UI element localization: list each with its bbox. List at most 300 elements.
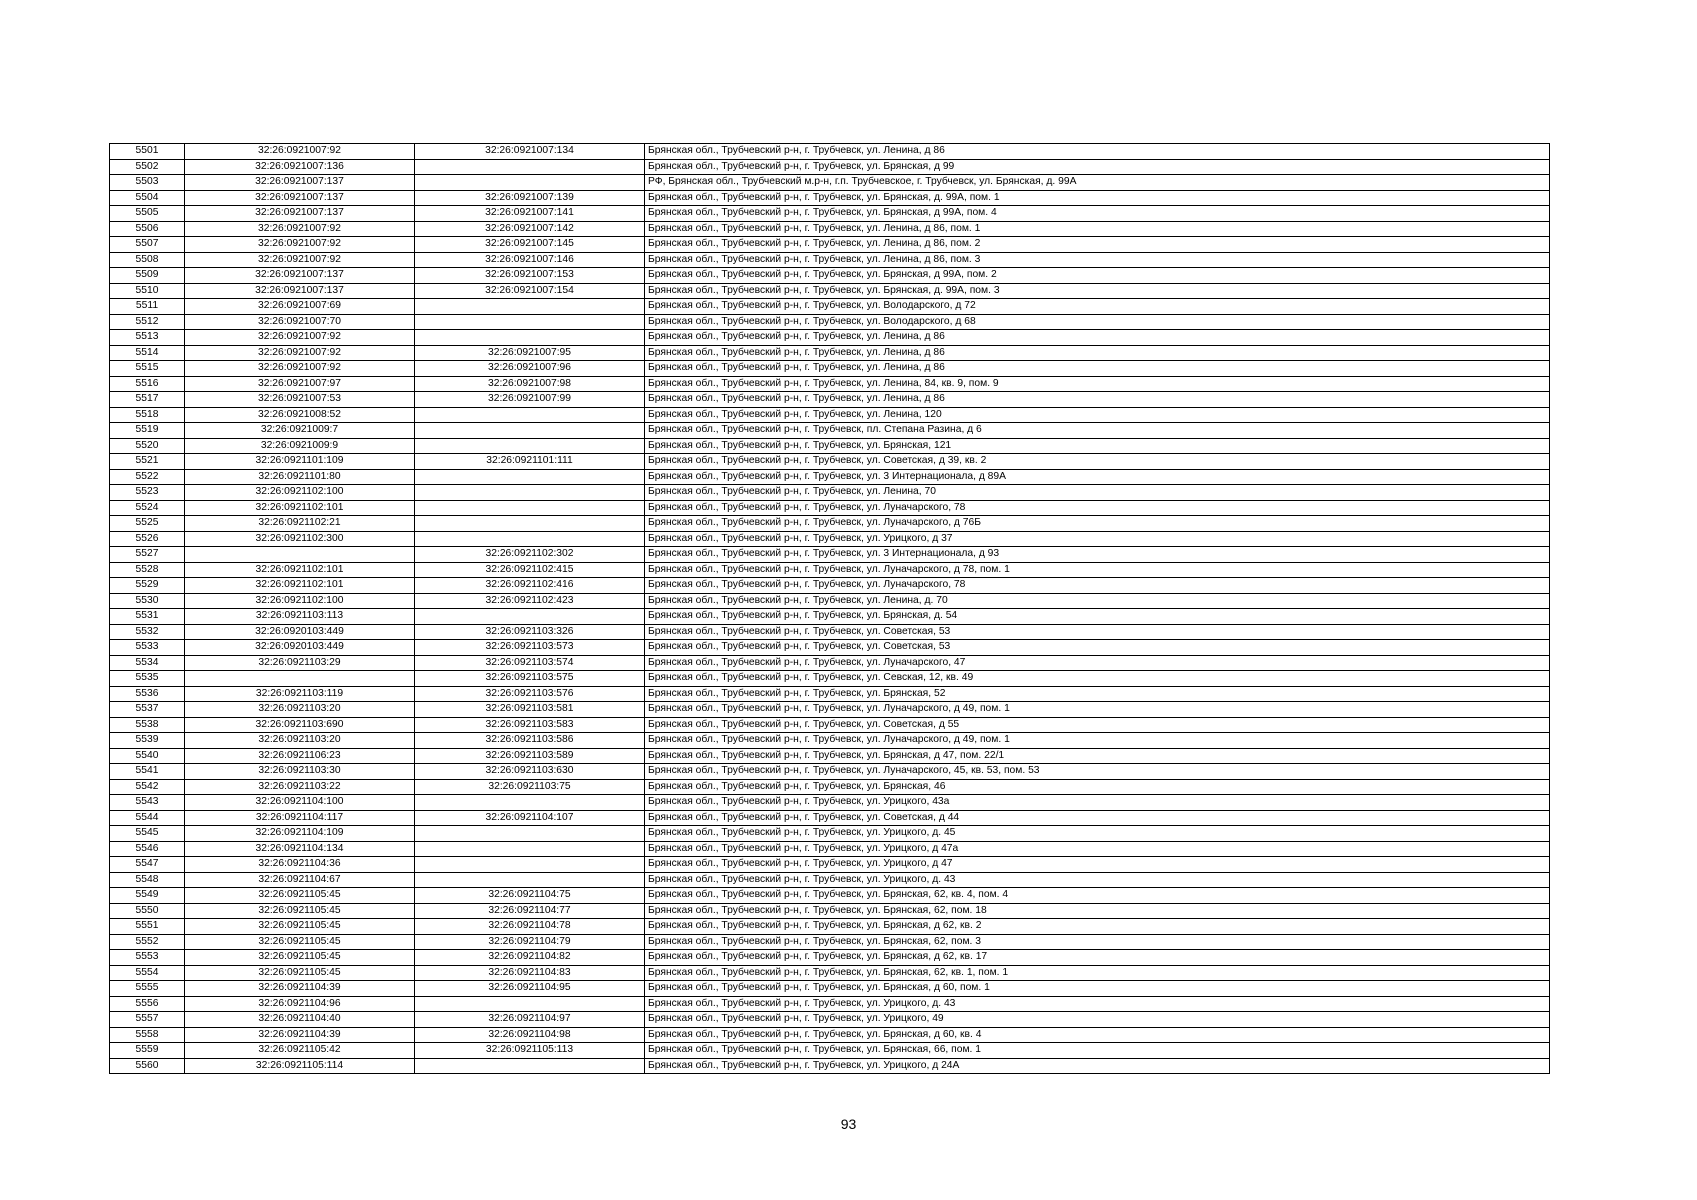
address-cell: Брянская обл., Трубчевский р-н, г. Трубчевск, ул. Ленина, д 86, пом. 1 xyxy=(645,221,1550,237)
address-cell: Брянская обл., Трубчевский р-н, г. Трубчевск, ул. Брянская, д 62, кв. 17 xyxy=(645,950,1550,966)
object-number-cell: 32:26:0921104:78 xyxy=(415,919,645,935)
address-cell: Брянская обл., Трубчевский р-н, г. Трубчевск, ул. Брянская, д. 99А, пом. 3 xyxy=(645,283,1550,299)
object-number-cell: 32:26:0921007:99 xyxy=(415,392,645,408)
object-number-cell: 32:26:0921007:145 xyxy=(415,237,645,253)
object-number-cell: 32:26:0921102:302 xyxy=(415,547,645,563)
address-cell: Брянская обл., Трубчевский р-н, г. Трубчевск, ул. Луначарского, д 49, пом. 1 xyxy=(645,733,1550,749)
row-number-cell: 5515 xyxy=(110,361,185,377)
parcel-number-cell: 32:26:0921007:137 xyxy=(185,268,415,284)
object-number-cell xyxy=(415,438,645,454)
object-number-cell: 32:26:0921104:79 xyxy=(415,934,645,950)
table-row xyxy=(110,361,1550,377)
table-row xyxy=(110,144,1550,160)
row-number-cell: 5521 xyxy=(110,454,185,470)
row-number-cell: 5507 xyxy=(110,237,185,253)
parcel-number-cell: 32:26:0921102:101 xyxy=(185,562,415,578)
parcel-number-cell: 32:26:0921009:9 xyxy=(185,438,415,454)
address-cell: Брянская обл., Трубчевский р-н, г. Трубчевск, ул. Луначарского, д 78, пом. 1 xyxy=(645,562,1550,578)
row-number-cell: 5557 xyxy=(110,1012,185,1028)
table-row xyxy=(110,314,1550,330)
object-number-cell xyxy=(415,516,645,532)
row-number-cell: 5544 xyxy=(110,810,185,826)
object-number-cell xyxy=(415,299,645,315)
parcel-number-cell: 32:26:0921007:92 xyxy=(185,237,415,253)
row-number-cell: 5541 xyxy=(110,764,185,780)
object-number-cell: 32:26:0921104:107 xyxy=(415,810,645,826)
parcel-number-cell: 32:26:0921103:113 xyxy=(185,609,415,625)
row-number-cell: 5535 xyxy=(110,671,185,687)
row-number-cell: 5542 xyxy=(110,779,185,795)
parcel-number-cell: 32:26:0921007:92 xyxy=(185,221,415,237)
address-cell: Брянская обл., Трубчевский р-н, г. Трубчевск, ул. 3 Интернационала, д 93 xyxy=(645,547,1550,563)
row-number-cell: 5550 xyxy=(110,903,185,919)
parcel-number-cell: 32:26:0921007:92 xyxy=(185,361,415,377)
row-number-cell: 5534 xyxy=(110,655,185,671)
row-number-cell: 5553 xyxy=(110,950,185,966)
row-number-cell: 5528 xyxy=(110,562,185,578)
table-row xyxy=(110,888,1550,904)
table-row xyxy=(110,717,1550,733)
parcel-number-cell: 32:26:0921103:119 xyxy=(185,686,415,702)
object-number-cell: 32:26:0921103:574 xyxy=(415,655,645,671)
parcel-number-cell: 32:26:0921103:29 xyxy=(185,655,415,671)
table-row xyxy=(110,655,1550,671)
address-cell: Брянская обл., Трубчевский р-н, г. Трубчевск, ул. Советская, 53 xyxy=(645,640,1550,656)
parcel-number-cell: 32:26:0921104:134 xyxy=(185,841,415,857)
table-row xyxy=(110,345,1550,361)
parcel-number-cell: 32:26:0921007:137 xyxy=(185,190,415,206)
address-cell: Брянская обл., Трубчевский р-н, г. Трубчевск, ул. Луначарского, 45, кв. 53, пом. 53 xyxy=(645,764,1550,780)
address-cell: Брянская обл., Трубчевский р-н, г. Трубчевск, ул. Брянская, д 99А, пом. 4 xyxy=(645,206,1550,222)
address-cell: Брянская обл., Трубчевский р-н, г. Трубчевск, ул. 3 Интернационала, д 89А xyxy=(645,469,1550,485)
address-cell: Брянская обл., Трубчевский р-н, г. Трубчевск, ул. Брянская, 52 xyxy=(645,686,1550,702)
table-row xyxy=(110,748,1550,764)
parcel-number-cell: 32:26:0921007:92 xyxy=(185,345,415,361)
row-number-cell: 5529 xyxy=(110,578,185,594)
row-number-cell: 5511 xyxy=(110,299,185,315)
object-number-cell: 32:26:0921007:98 xyxy=(415,376,645,392)
object-number-cell: 32:26:0921007:96 xyxy=(415,361,645,377)
parcel-number-cell: 32:26:0921007:136 xyxy=(185,159,415,175)
address-cell: Брянская обл., Трубчевский р-н, г. Трубчевск, ул. Брянская, 46 xyxy=(645,779,1550,795)
parcel-number-cell: 32:26:0921102:21 xyxy=(185,516,415,532)
address-cell: Брянская обл., Трубчевский р-н, г. Трубчевск, ул. Брянская, д 62, кв. 2 xyxy=(645,919,1550,935)
row-number-cell: 5540 xyxy=(110,748,185,764)
table-row xyxy=(110,826,1550,842)
row-number-cell: 5523 xyxy=(110,485,185,501)
parcel-number-cell: 32:26:0921007:97 xyxy=(185,376,415,392)
parcel-number-cell: 32:26:0921105:45 xyxy=(185,903,415,919)
row-number-cell: 5508 xyxy=(110,252,185,268)
address-cell: Брянская обл., Трубчевский р-н, г. Трубчевск, ул. Луначарского, 78 xyxy=(645,578,1550,594)
table-row xyxy=(110,407,1550,423)
address-cell: Брянская обл., Трубчевский р-н, г. Трубчевск, ул. Брянская, 62, пом. 3 xyxy=(645,934,1550,950)
row-number-cell: 5502 xyxy=(110,159,185,175)
object-number-cell: 32:26:0921104:77 xyxy=(415,903,645,919)
parcel-number-cell: 32:26:0921104:109 xyxy=(185,826,415,842)
table-row xyxy=(110,1058,1550,1074)
row-number-cell: 5503 xyxy=(110,175,185,191)
address-cell: Брянская обл., Трубчевский р-н, г. Трубчевск, ул. Брянская, д 60, пом. 1 xyxy=(645,981,1550,997)
address-cell: Брянская обл., Трубчевский р-н, г. Трубчевск, ул. Советская, 53 xyxy=(645,624,1550,640)
parcel-number-cell xyxy=(185,547,415,563)
table-row xyxy=(110,1027,1550,1043)
object-number-cell: 32:26:0921105:113 xyxy=(415,1043,645,1059)
address-cell: Брянская обл., Трубчевский р-н, г. Трубчевск, ул. Советская, д 39, кв. 2 xyxy=(645,454,1550,470)
address-cell: Брянская обл., Трубчевский р-н, г. Трубчевск, ул. Луначарского, д 49, пом. 1 xyxy=(645,702,1550,718)
parcel-number-cell: 32:26:0921007:92 xyxy=(185,252,415,268)
parcel-number-cell: 32:26:0921102:100 xyxy=(185,593,415,609)
address-cell: Брянская обл., Трубчевский р-н, г. Трубчевск, пл. Степана Разина, д 6 xyxy=(645,423,1550,439)
row-number-cell: 5533 xyxy=(110,640,185,656)
address-cell: Брянская обл., Трубчевский р-н, г. Трубчевск, ул. Ленина, 120 xyxy=(645,407,1550,423)
object-number-cell xyxy=(415,407,645,423)
address-cell: Брянская обл., Трубчевский р-н, г. Трубчевск, ул. Брянская, д 47, пом. 22/1 xyxy=(645,748,1550,764)
row-number-cell: 5538 xyxy=(110,717,185,733)
parcel-number-cell: 32:26:0921105:42 xyxy=(185,1043,415,1059)
address-cell: Брянская обл., Трубчевский р-н, г. Трубчевск, ул. Советская, д 55 xyxy=(645,717,1550,733)
address-cell: Брянская обл., Трубчевский р-н, г. Трубчевск, ул. Урицкого, д. 43 xyxy=(645,872,1550,888)
parcel-number-cell: 32:26:0921105:45 xyxy=(185,888,415,904)
address-cell: Брянская обл., Трубчевский р-н, г. Трубчевск, ул. Володарского, д 72 xyxy=(645,299,1550,315)
address-cell: Брянская обл., Трубчевский р-н, г. Трубчевск, ул. Брянская, д. 99А, пом. 1 xyxy=(645,190,1550,206)
table-row xyxy=(110,206,1550,222)
parcel-number-cell: 32:26:0921103:20 xyxy=(185,702,415,718)
table-row xyxy=(110,764,1550,780)
parcel-number-cell: 32:26:0921105:45 xyxy=(185,950,415,966)
row-number-cell: 5548 xyxy=(110,872,185,888)
table-row xyxy=(110,609,1550,625)
address-cell: Брянская обл., Трубчевский р-н, г. Трубчевск, ул. Брянская, д. 54 xyxy=(645,609,1550,625)
parcel-number-cell: 32:26:0921104:117 xyxy=(185,810,415,826)
parcel-number-cell: 32:26:0921102:300 xyxy=(185,531,415,547)
table-row xyxy=(110,283,1550,299)
object-number-cell: 32:26:0921103:581 xyxy=(415,702,645,718)
address-cell: Брянская обл., Трубчевский р-н, г. Трубчевск, ул. Ленина, д 86, пом. 3 xyxy=(645,252,1550,268)
table-row xyxy=(110,454,1550,470)
table-row xyxy=(110,671,1550,687)
row-number-cell: 5513 xyxy=(110,330,185,346)
address-cell: Брянская обл., Трубчевский р-н, г. Трубчевск, ул. Ленина, д 86, пом. 2 xyxy=(645,237,1550,253)
table-row xyxy=(110,469,1550,485)
object-number-cell xyxy=(415,826,645,842)
object-number-cell: 32:26:0921102:415 xyxy=(415,562,645,578)
address-cell: Брянская обл., Трубчевский р-н, г. Трубчевск, ул. Луначарского, 78 xyxy=(645,500,1550,516)
object-number-cell xyxy=(415,159,645,175)
row-number-cell: 5558 xyxy=(110,1027,185,1043)
table-row xyxy=(110,330,1550,346)
row-number-cell: 5516 xyxy=(110,376,185,392)
address-cell: Брянская обл., Трубчевский р-н, г. Трубчевск, ул. Ленина, д 86 xyxy=(645,392,1550,408)
parcel-number-cell: 32:26:0921103:690 xyxy=(185,717,415,733)
object-number-cell: 32:26:0921104:95 xyxy=(415,981,645,997)
parcel-number-cell: 32:26:0921105:45 xyxy=(185,919,415,935)
table-row xyxy=(110,981,1550,997)
object-number-cell xyxy=(415,872,645,888)
address-cell: Брянская обл., Трубчевский р-н, г. Трубчевск, ул. Брянская, 62, кв. 1, пом. 1 xyxy=(645,965,1550,981)
parcel-number-cell: 32:26:0921007:137 xyxy=(185,206,415,222)
object-number-cell: 32:26:0921104:75 xyxy=(415,888,645,904)
object-number-cell xyxy=(415,857,645,873)
address-cell: Брянская обл., Трубчевский р-н, г. Трубчевск, ул. Урицкого, д. 43 xyxy=(645,996,1550,1012)
table-row xyxy=(110,950,1550,966)
address-cell: Брянская обл., Трубчевский р-н, г. Трубчевск, ул. Брянская, 66, пом. 1 xyxy=(645,1043,1550,1059)
row-number-cell: 5522 xyxy=(110,469,185,485)
table-row xyxy=(110,237,1550,253)
table-row xyxy=(110,857,1550,873)
parcel-number-cell: 32:26:0921105:45 xyxy=(185,965,415,981)
object-number-cell xyxy=(415,841,645,857)
row-number-cell: 5519 xyxy=(110,423,185,439)
row-number-cell: 5555 xyxy=(110,981,185,997)
table-row xyxy=(110,841,1550,857)
table-row xyxy=(110,299,1550,315)
object-number-cell: 32:26:0921103:75 xyxy=(415,779,645,795)
parcel-number-cell: 32:26:0921106:23 xyxy=(185,748,415,764)
row-number-cell: 5520 xyxy=(110,438,185,454)
object-number-cell: 32:26:0921007:95 xyxy=(415,345,645,361)
address-cell: Брянская обл., Трубчевский р-н, г. Трубчевск, ул. Ленина, д 86 xyxy=(645,330,1550,346)
table-row xyxy=(110,578,1550,594)
table-row xyxy=(110,779,1550,795)
table-row xyxy=(110,903,1550,919)
row-number-cell: 5560 xyxy=(110,1058,185,1074)
parcel-number-cell: 32:26:0921103:30 xyxy=(185,764,415,780)
parcel-number-cell: 32:26:0921105:114 xyxy=(185,1058,415,1074)
table-row xyxy=(110,392,1550,408)
address-cell: Брянская обл., Трубчевский р-н, г. Трубчевск, ул. Ленина, д. 70 xyxy=(645,593,1550,609)
address-cell: Брянская обл., Трубчевский р-н, г. Трубчевск, ул. Володарского, д 68 xyxy=(645,314,1550,330)
address-cell: Брянская обл., Трубчевский р-н, г. Трубчевск, ул. Брянская, д 99А, пом. 2 xyxy=(645,268,1550,284)
parcel-number-cell: 32:26:0921101:80 xyxy=(185,469,415,485)
parcel-number-cell: 32:26:0921007:92 xyxy=(185,144,415,160)
table-row xyxy=(110,531,1550,547)
table-row xyxy=(110,640,1550,656)
row-number-cell: 5546 xyxy=(110,841,185,857)
parcel-number-cell: 32:26:0921104:96 xyxy=(185,996,415,1012)
object-number-cell xyxy=(415,469,645,485)
address-cell: Брянская обл., Трубчевский р-н, г. Трубчевск, ул. Урицкого, д 24А xyxy=(645,1058,1550,1074)
object-number-cell xyxy=(415,609,645,625)
parcel-number-cell: 32:26:0921007:53 xyxy=(185,392,415,408)
row-number-cell: 5547 xyxy=(110,857,185,873)
object-number-cell: 32:26:0921007:146 xyxy=(415,252,645,268)
table-row xyxy=(110,686,1550,702)
address-cell: Брянская обл., Трубчевский р-н, г. Трубчевск, ул. Ленина, 84, кв. 9, пом. 9 xyxy=(645,376,1550,392)
address-cell: Брянская обл., Трубчевский р-н, г. Трубчевск, ул. Брянская, д 60, кв. 4 xyxy=(645,1027,1550,1043)
row-number-cell: 5527 xyxy=(110,547,185,563)
parcel-number-cell: 32:26:0921102:101 xyxy=(185,578,415,594)
table-row xyxy=(110,221,1550,237)
address-cell: Брянская обл., Трубчевский р-н, г. Трубчевск, ул. Луначарского, д 76Б xyxy=(645,516,1550,532)
row-number-cell: 5559 xyxy=(110,1043,185,1059)
table-row xyxy=(110,376,1550,392)
table-row xyxy=(110,159,1550,175)
table-row xyxy=(110,795,1550,811)
address-cell: РФ, Брянская обл., Трубчевский м.р-н, г.п. Трубчевское, г. Трубчевск, ул. Брянская, д. 99А xyxy=(645,175,1550,191)
registry-table xyxy=(109,143,1550,1074)
object-number-cell xyxy=(415,485,645,501)
object-number-cell: 32:26:0921104:82 xyxy=(415,950,645,966)
object-number-cell: 32:26:0921103:326 xyxy=(415,624,645,640)
row-number-cell: 5509 xyxy=(110,268,185,284)
parcel-number-cell: 32:26:0921007:137 xyxy=(185,175,415,191)
parcel-number-cell: 32:26:0921103:20 xyxy=(185,733,415,749)
table-row xyxy=(110,547,1550,563)
table-row xyxy=(110,516,1550,532)
address-cell: Брянская обл., Трубчевский р-н, г. Трубчевск, ул. Ленина, д 86 xyxy=(645,345,1550,361)
table-row xyxy=(110,624,1550,640)
row-number-cell: 5501 xyxy=(110,144,185,160)
row-number-cell: 5531 xyxy=(110,609,185,625)
object-number-cell xyxy=(415,423,645,439)
row-number-cell: 5526 xyxy=(110,531,185,547)
table-row xyxy=(110,175,1550,191)
object-number-cell: 32:26:0921007:154 xyxy=(415,283,645,299)
address-cell: Брянская обл., Трубчевский р-н, г. Трубчевск, ул. Урицкого, 49 xyxy=(645,1012,1550,1028)
address-cell: Брянская обл., Трубчевский р-н, г. Трубчевск, ул. Севская, 12, кв. 49 xyxy=(645,671,1550,687)
table-row xyxy=(110,872,1550,888)
object-number-cell: 32:26:0921102:416 xyxy=(415,578,645,594)
parcel-number-cell: 32:26:0921104:39 xyxy=(185,981,415,997)
address-cell: Брянская обл., Трубчевский р-н, г. Трубчевск, ул. Брянская, 62, пом. 18 xyxy=(645,903,1550,919)
parcel-number-cell: 32:26:0921105:45 xyxy=(185,934,415,950)
parcel-number-cell: 32:26:0921009:7 xyxy=(185,423,415,439)
parcel-number-cell: 32:26:0921101:109 xyxy=(185,454,415,470)
table-row xyxy=(110,593,1550,609)
row-number-cell: 5543 xyxy=(110,795,185,811)
table-row xyxy=(110,1043,1550,1059)
table-row xyxy=(110,733,1550,749)
object-number-cell: 32:26:0921101:111 xyxy=(415,454,645,470)
address-cell: Брянская обл., Трубчевский р-н, г. Трубчевск, ул. Брянская, 62, кв. 4, пом. 4 xyxy=(645,888,1550,904)
row-number-cell: 5514 xyxy=(110,345,185,361)
parcel-number-cell: 32:26:0920103:449 xyxy=(185,624,415,640)
object-number-cell: 32:26:0921103:589 xyxy=(415,748,645,764)
object-number-cell xyxy=(415,795,645,811)
address-cell: Брянская обл., Трубчевский р-н, г. Трубчевск, ул. Урицкого, д 37 xyxy=(645,531,1550,547)
parcel-number-cell: 32:26:0921104:67 xyxy=(185,872,415,888)
address-cell: Брянская обл., Трубчевский р-н, г. Трубчевск, ул. Урицкого, 43а xyxy=(645,795,1550,811)
table-row xyxy=(110,934,1550,950)
object-number-cell: 32:26:0921103:630 xyxy=(415,764,645,780)
row-number-cell: 5551 xyxy=(110,919,185,935)
object-number-cell: 32:26:0921104:83 xyxy=(415,965,645,981)
address-cell: Брянская обл., Трубчевский р-н, г. Трубчевск, ул. Урицкого, д 47 xyxy=(645,857,1550,873)
row-number-cell: 5518 xyxy=(110,407,185,423)
table-row xyxy=(110,500,1550,516)
row-number-cell: 5554 xyxy=(110,965,185,981)
address-cell: Брянская обл., Трубчевский р-н, г. Трубчевск, ул. Ленина, д 86 xyxy=(645,144,1550,160)
row-number-cell: 5545 xyxy=(110,826,185,842)
parcel-number-cell: 32:26:0921007:137 xyxy=(185,283,415,299)
parcel-number-cell: 32:26:0920103:449 xyxy=(185,640,415,656)
row-number-cell: 5532 xyxy=(110,624,185,640)
table-row xyxy=(110,485,1550,501)
object-number-cell xyxy=(415,330,645,346)
address-cell: Брянская обл., Трубчевский р-н, г. Трубчевск, ул. Брянская, д 99 xyxy=(645,159,1550,175)
address-cell: Брянская обл., Трубчевский р-н, г. Трубчевск, ул. Ленина, 70 xyxy=(645,485,1550,501)
object-number-cell: 32:26:0921007:139 xyxy=(415,190,645,206)
object-number-cell: 32:26:0921104:97 xyxy=(415,1012,645,1028)
object-number-cell: 32:26:0921007:141 xyxy=(415,206,645,222)
parcel-number-cell: 32:26:0921104:40 xyxy=(185,1012,415,1028)
object-number-cell: 32:26:0921007:134 xyxy=(415,144,645,160)
address-cell: Брянская обл., Трубчевский р-н, г. Трубчевск, ул. Луначарского, 47 xyxy=(645,655,1550,671)
table-row xyxy=(110,702,1550,718)
table-row xyxy=(110,438,1550,454)
row-number-cell: 5539 xyxy=(110,733,185,749)
table-row xyxy=(110,1012,1550,1028)
table-row xyxy=(110,810,1550,826)
table-row xyxy=(110,919,1550,935)
row-number-cell: 5549 xyxy=(110,888,185,904)
parcel-number-cell: 32:26:0921007:70 xyxy=(185,314,415,330)
registry-table-body xyxy=(110,144,1550,1074)
row-number-cell: 5536 xyxy=(110,686,185,702)
row-number-cell: 5512 xyxy=(110,314,185,330)
parcel-number-cell: 32:26:0921103:22 xyxy=(185,779,415,795)
row-number-cell: 5537 xyxy=(110,702,185,718)
address-cell: Брянская обл., Трубчевский р-н, г. Трубчевск, ул. Ленина, д 86 xyxy=(645,361,1550,377)
table-row xyxy=(110,562,1550,578)
object-number-cell: 32:26:0921103:576 xyxy=(415,686,645,702)
table-row xyxy=(110,268,1550,284)
row-number-cell: 5530 xyxy=(110,593,185,609)
object-number-cell xyxy=(415,175,645,191)
row-number-cell: 5525 xyxy=(110,516,185,532)
table-row xyxy=(110,996,1550,1012)
parcel-number-cell: 32:26:0921008:52 xyxy=(185,407,415,423)
row-number-cell: 5504 xyxy=(110,190,185,206)
row-number-cell: 5505 xyxy=(110,206,185,222)
parcel-number-cell: 32:26:0921102:100 xyxy=(185,485,415,501)
object-number-cell: 32:26:0921103:573 xyxy=(415,640,645,656)
table-row xyxy=(110,252,1550,268)
row-number-cell: 5552 xyxy=(110,934,185,950)
address-cell: Брянская обл., Трубчевский р-н, г. Трубчевск, ул. Урицкого, д 47а xyxy=(645,841,1550,857)
parcel-number-cell: 32:26:0921104:100 xyxy=(185,795,415,811)
table-row xyxy=(110,965,1550,981)
row-number-cell: 5524 xyxy=(110,500,185,516)
row-number-cell: 5506 xyxy=(110,221,185,237)
object-number-cell: 32:26:0921103:575 xyxy=(415,671,645,687)
object-number-cell xyxy=(415,996,645,1012)
parcel-number-cell: 32:26:0921104:36 xyxy=(185,857,415,873)
parcel-number-cell: 32:26:0921007:69 xyxy=(185,299,415,315)
object-number-cell: 32:26:0921104:98 xyxy=(415,1027,645,1043)
object-number-cell: 32:26:0921103:586 xyxy=(415,733,645,749)
table-row xyxy=(110,423,1550,439)
parcel-number-cell: 32:26:0921104:39 xyxy=(185,1027,415,1043)
parcel-number-cell: 32:26:0921102:101 xyxy=(185,500,415,516)
row-number-cell: 5517 xyxy=(110,392,185,408)
parcel-number-cell: 32:26:0921007:92 xyxy=(185,330,415,346)
object-number-cell xyxy=(415,1058,645,1074)
page-number: 93 xyxy=(840,1116,857,1132)
row-number-cell: 5556 xyxy=(110,996,185,1012)
object-number-cell: 32:26:0921007:142 xyxy=(415,221,645,237)
row-number-cell: 5510 xyxy=(110,283,185,299)
object-number-cell xyxy=(415,500,645,516)
address-cell: Брянская обл., Трубчевский р-н, г. Трубчевск, ул. Брянская, 121 xyxy=(645,438,1550,454)
object-number-cell xyxy=(415,531,645,547)
object-number-cell: 32:26:0921007:153 xyxy=(415,268,645,284)
table-row xyxy=(110,190,1550,206)
object-number-cell: 32:26:0921102:423 xyxy=(415,593,645,609)
address-cell: Брянская обл., Трубчевский р-н, г. Трубчевск, ул. Советская, д 44 xyxy=(645,810,1550,826)
object-number-cell: 32:26:0921103:583 xyxy=(415,717,645,733)
